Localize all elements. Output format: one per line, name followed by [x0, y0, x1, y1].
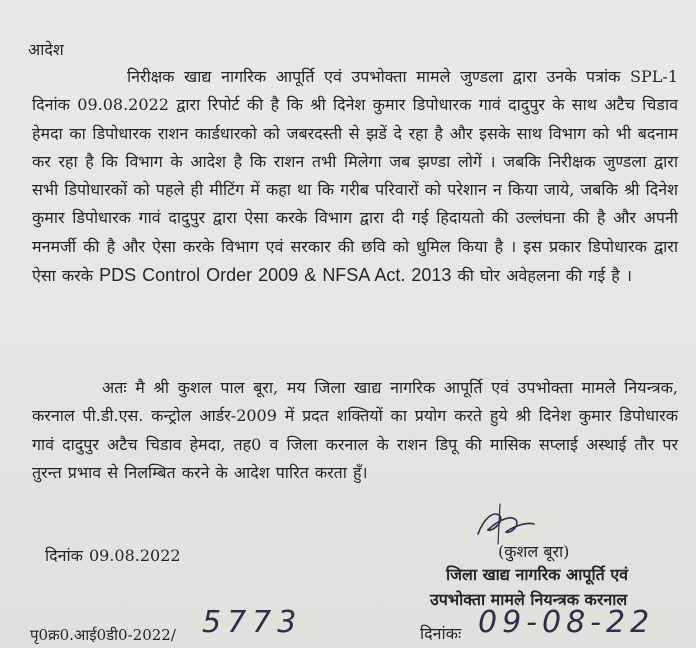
signatory-title-line2: उपभोक्ता मामले नियन्त्रक करनाल — [430, 590, 628, 609]
reference-prefix: पृ0क्र0.आई0डी0-2022/ — [30, 626, 176, 644]
order-heading: आदेश — [28, 40, 64, 59]
dispatch-date-label: दिनांकः — [420, 624, 462, 643]
act-reference-nfsa: NFSA Act. 2013 — [322, 265, 452, 286]
order-date — [45, 544, 181, 566]
report-paragraph — [32, 63, 678, 290]
date-value: 09.08.2022 — [88, 546, 181, 565]
report-text-end: की घोर अवेहलना की गई है । — [457, 266, 632, 286]
order-paragraph: अतः मै श्री कुशल पाल बूरा, मय जिला खाद्य नागरिक आपूर्ति एवं उपभोक्ता मामले नियन्त्रक, करनाल पी.डी.एस. कन्ट्रोल आर्डर-2009 में प्रदत शक्तियों का प्रयोग करते हुये श्री दिनेश कुमार डिपोधारक गावं दादुपुर अटैच चिडाव हेमदा, तह0 व जिला करनाल के राशन डिपू की मासिक सप्लाई अस्थाई तौर पर तुरन्त प्रभाव से निलम्बित करने के आदेश पारित करता हुँ। — [32, 378, 678, 482]
date-label: दिनांक — [45, 546, 83, 565]
signatory-name: (कुशल बूरा) — [498, 542, 570, 561]
reference-number-handwritten: 5773 — [202, 605, 303, 640]
report-text: निरीक्षक खाद्य नागरिक आपूर्ति एवं उपभोक्ता मामले जुण्डला द्वारा उनके पत्रांक SPL-1 दिनांक 09.08.2022 द्वारा रिपोर्ट की है कि श्री दिनेश कुमार डिपोधारक गावं दादुपुर के साथ अटैच चिडाव हेमदा का डिपोधारक राशन कार्डधारको को जबरदस्ती से झडें दे रहा है और इसके साथ विभाग को भी बदनाम कर रहा है कि विभाग के आदेश है कि राशन तभी मिलेगा जब झण्डा लोगें । जबकि निरीक्षक जुण्डला द्वारा सभी डिपोधारकों को पहले ही मीटिंग में कहा था कि गरीब परिवारों को परेशान न किया जाये, जबकि श्री दिनेश कुमार डिपोधारक गावं दादुपुर द्वारा ऐसा करके विभाग द्वारा दी गई हिदायतो की उल्लंघना की है और अपनी मनमर्जी की है और ऐसा करके विभाग एवं सरकार की छवि को धुमिल किया है । इस प्रकार डिपोधारक द्वारा ऐसा करके — [32, 67, 678, 286]
signatory-title-line1: जिला खाद्य नागरिक आपूर्ति एवं — [446, 565, 629, 584]
act-reference-pds: PDS Control Order 2009 & — [99, 265, 317, 286]
dispatch-date-handwritten: 09-08-22 — [478, 605, 655, 640]
